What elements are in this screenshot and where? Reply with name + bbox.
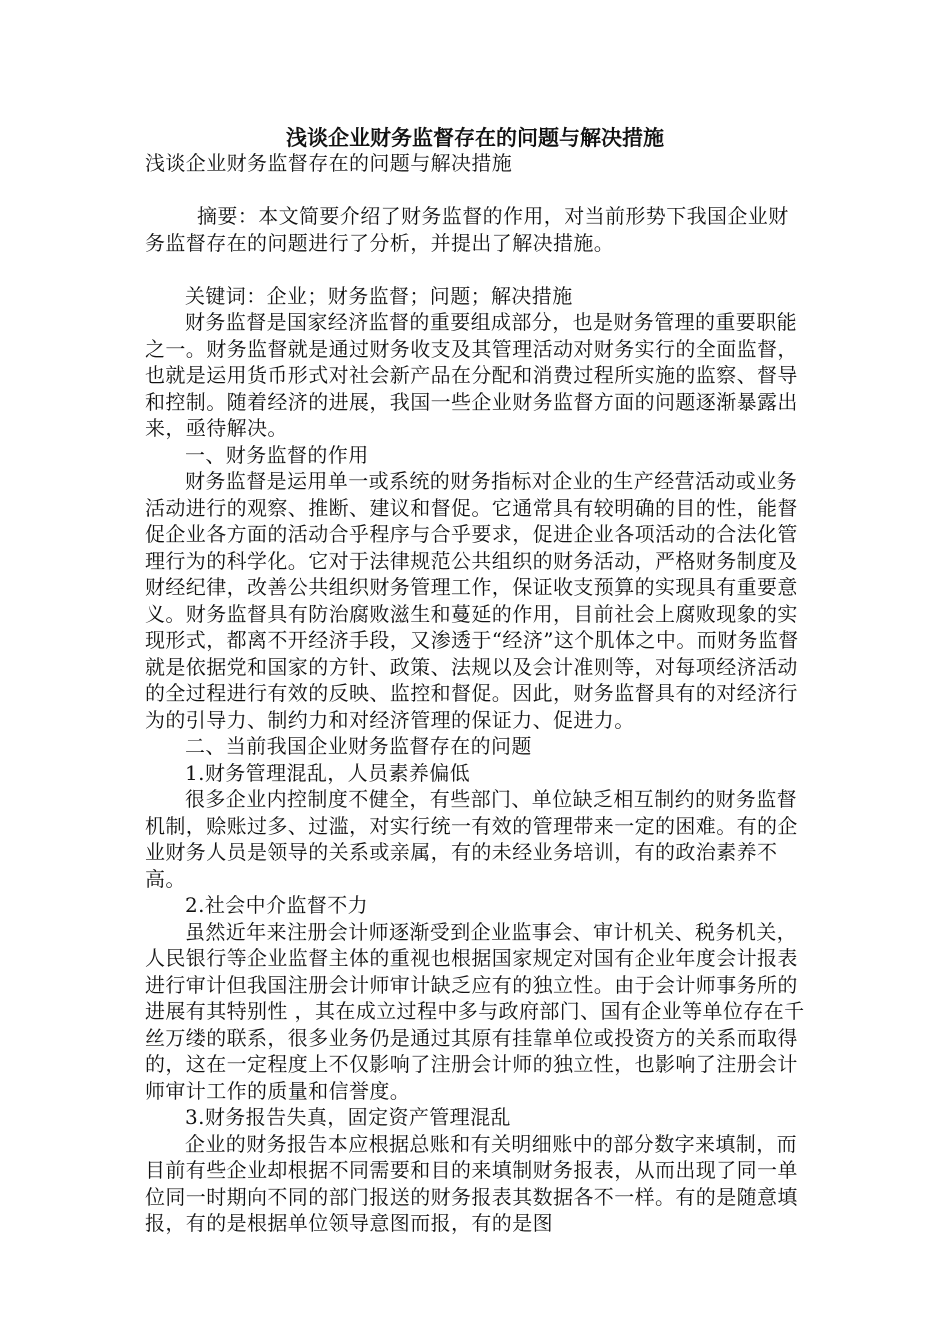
item-3-paragraph: 企业的财务报告本应根据总账和有关明细账中的部分数字来填制，而目前有些企业却根据不同需要和目的来填制财务报表，从而出现了同一单位同一时期向不同的部门报送的财务报表其数据各不一样。有的是随意填报，有的是根据单位领导意图而报，有的是图 (145, 1131, 798, 1235)
document-title: 浅谈企业财务监督存在的问题与解决措施 (286, 125, 664, 150)
item-heading-1: 1.财务管理混乱，人员素养偏低 (185, 760, 471, 785)
item-heading-3: 3.财务报告失真，固定资产管理混乱 (185, 1105, 511, 1129)
item-1-paragraph: 很多企业内控制度不健全，有些部门、单位缺乏相互制约的财务监督机制，赊账过多、过滥，对实行统一有效的管理带来一定的困难。有的企业财务人员是领导的关系或亲属，有的未经业务培训，有的政治素养不高。 (145, 787, 798, 891)
keywords-line: 关键词：企业；财务监督；问题；解决措施 (185, 283, 573, 308)
intro-paragraph: 财务监督是国家经济监督的重要组成部分，也是财务管理的重要职能之一。财务监督就是通过财务收支及其管理活动对财务实行的全面监督，也就是运用货币形式对社会新产品在分配和消费过程所实施的监察、督导和控制。随着经济的进展，我国一些企业财务监督方面的问题逐渐暴露出来，亟待解决。 (145, 310, 798, 440)
spacer (145, 177, 805, 204)
section-heading-1: 一、财务监督的作用 (185, 442, 369, 467)
item-heading-2: 2.社会中介监督不力 (185, 893, 369, 917)
section-heading-2: 二、当前我国企业财务监督存在的问题 (185, 734, 532, 758)
document-body (145, 150, 805, 1237)
abstract-paragraph: 摘要：本文简要介绍了财务监督的作用，对当前形势下我国企业财务监督存在的问题进行了分析，并提出了解决措施。 (145, 204, 789, 255)
spacer (145, 256, 805, 283)
section-1-paragraph: 财务监督是运用单一或系统的财务指标对企业的生产经营活动或业务活动进行的观察、推断、建议和督促。它通常具有较明确的目的性，能督促企业各方面的活动合乎程序与合乎要求，促进企业各项活动的合法化管理行为的科学化。它对于法律规范公共组织的财务活动，严格财务制度及财经纪律，改善公共组织财务管理工作，保证收支预算的实现具有重要意义。财务监督具有防治腐败滋生和蔓延的作用，目前社会上腐败现象的实现形式，都离不开经济手段，又渗透于“经济”这个肌体之中。而财务监督就是依据党和国家的方针、政策、法规以及会计准则等，对每项经济活动的全过程进行有效的反映、监控和督促。因此，财务监督具有的对经济行为的引导力、制约力和对经济管理的保证力、促进力。 (145, 469, 799, 732)
item-2-paragraph: 虽然近年来注册会计师逐渐受到企业监事会、审计机关、税务机关，人民银行等企业监督主体的重视也根据国家规定对国有企业年度会计报表进行审计但我国注册会计师审计缺乏应有的独立性。由于会计师事务所的进展有其特别性 ，其在成立过程中多与政府部门、国有企业等单位存在千丝万缕的联系，很多业务仍是通过其原有挂靠单位或投资方的关系而取得的，这在一定程度上不仅影响了注册会计师的独立性，也影响了注册会计师审计工作的质量和信誉度。 (145, 919, 805, 1103)
document-subtitle: 浅谈企业财务监督存在的问题与解决措施 (145, 151, 513, 175)
